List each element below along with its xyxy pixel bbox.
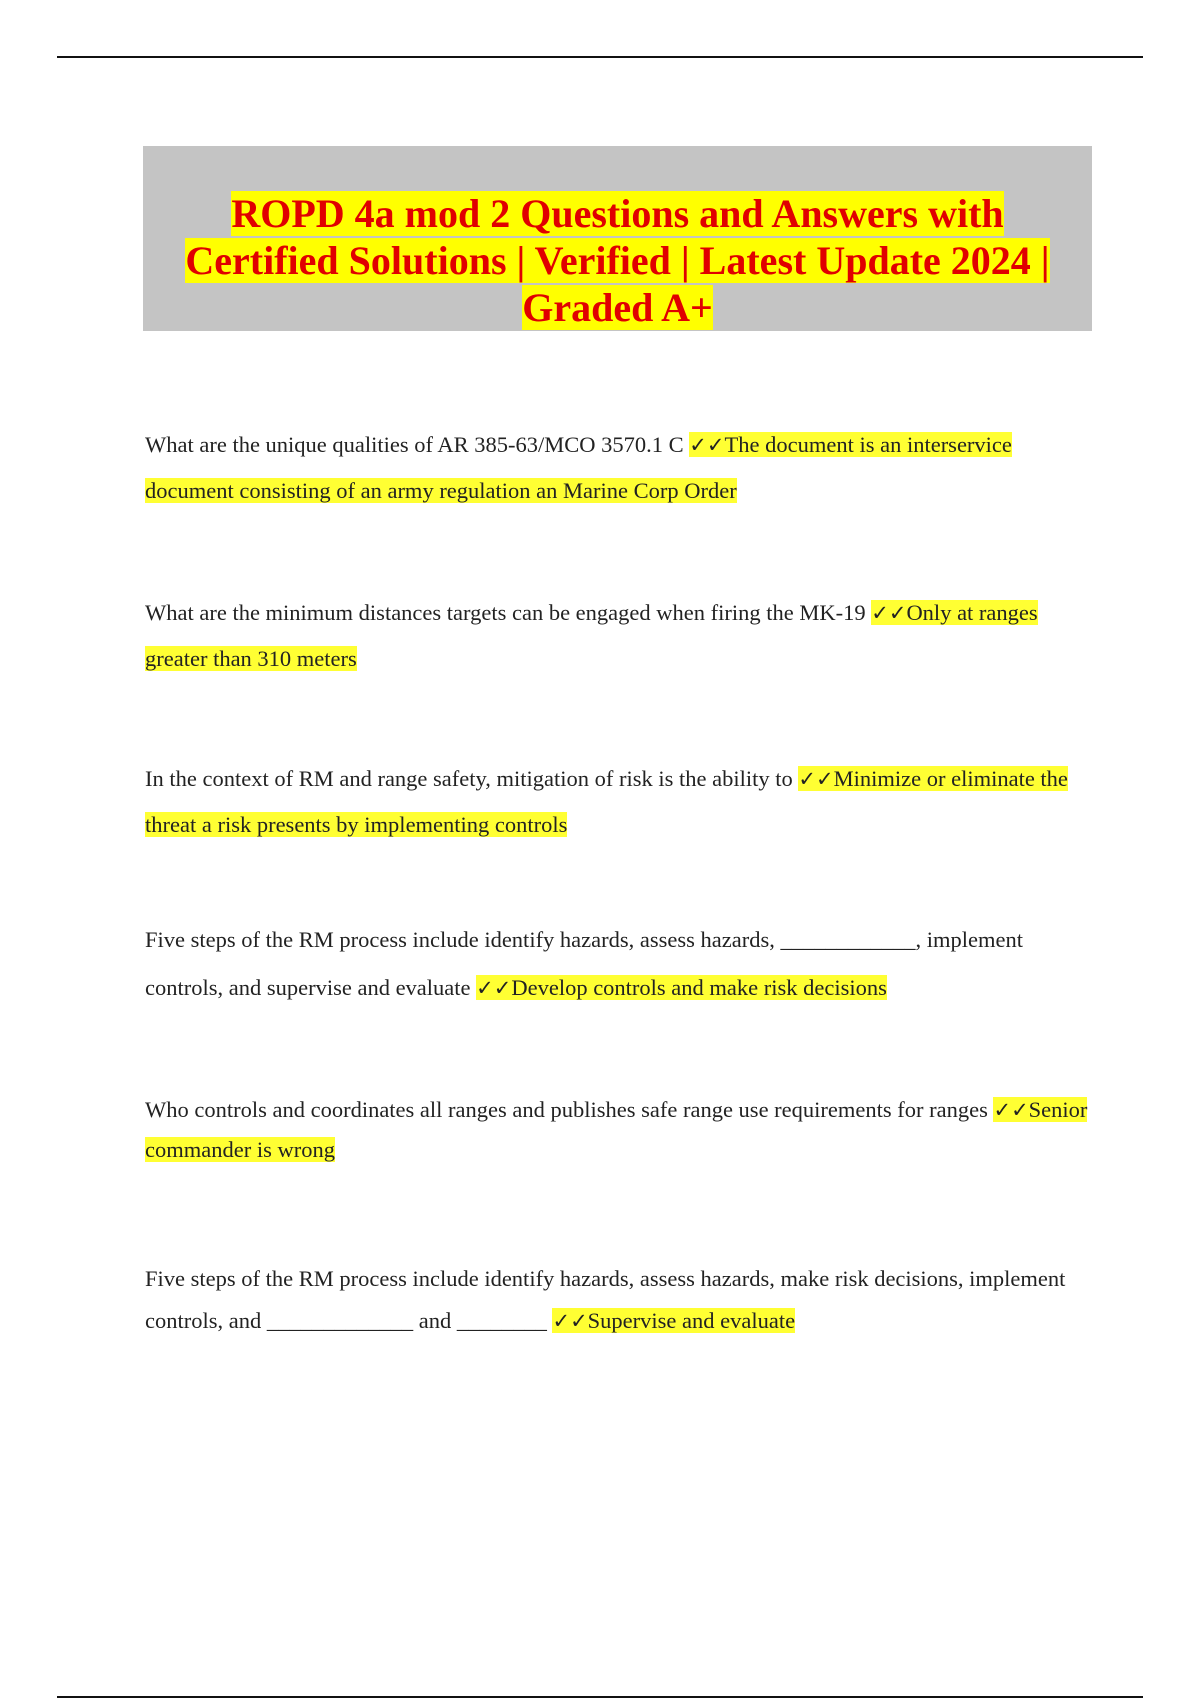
question-text: Five steps of the RM process include identify hazards, assess hazards, ____________, implement controls, and supervise and evaluate [145, 927, 1023, 1000]
check-icon: ✓✓ [798, 767, 834, 791]
question-text: What are the unique qualities of AR 385-63/MCO 3570.1 C [145, 432, 690, 457]
check-icon: ✓✓ [689, 433, 725, 457]
top-rule [57, 56, 1143, 58]
question-text: Who controls and coordinates all ranges and publishes safe range use requirements for ranges [145, 1097, 994, 1122]
qa-item [145, 916, 1090, 1012]
answer-text: Minimize or eliminate the threat a risk presents by implementing controls [145, 766, 1068, 837]
question-text: What are the minimum distances targets can be engaged when firing the MK-19 [145, 600, 872, 625]
qa-item [145, 756, 1090, 847]
check-icon: ✓✓ [871, 601, 907, 625]
answer-text: Supervise and evaluate [587, 1308, 796, 1333]
check-icon: ✓✓ [552, 1309, 588, 1333]
bottom-rule [57, 1696, 1143, 1698]
answer-text: Develop controls and make risk decisions [511, 975, 887, 1000]
qa-item [145, 1258, 1090, 1342]
qa-item [145, 590, 1090, 681]
qa-item [145, 1090, 1090, 1170]
answer-text: The document is an interservice document consisting of an army regulation an Marine Corp Order [145, 432, 1012, 503]
check-icon: ✓✓ [476, 976, 512, 1000]
qa-item [145, 422, 1090, 513]
document-title [160, 190, 1075, 331]
answer-highlight [552, 1308, 795, 1333]
answer-text: Senior commander is wrong [145, 1097, 1088, 1162]
document-title-text: ROPD 4a mod 2 Questions and Answers with Certified Solutions | Verified | Latest Update 2024 | Graded A+ [185, 191, 1050, 330]
answer-highlight [476, 975, 887, 1000]
question-text: In the context of RM and range safety, mitigation of risk is the ability to [145, 766, 799, 791]
check-icon: ✓✓ [993, 1098, 1029, 1122]
question-text: Five steps of the RM process include identify hazards, assess hazards, make risk decisions, implement controls, and _____________ and ________ [145, 1266, 1066, 1333]
answer-text: Only at ranges greater than 310 meters [145, 600, 1038, 671]
